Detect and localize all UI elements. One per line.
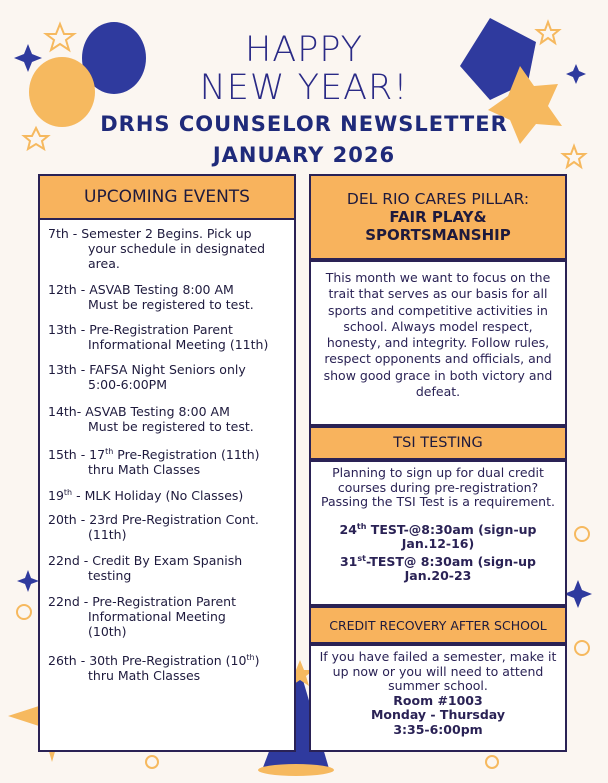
credit-recovery-heading: CREDIT RECOVERY AFTER SCHOOL xyxy=(309,606,567,644)
event-item: 22nd - Pre-Registration Parent Informational Meeting (10th) xyxy=(48,594,236,639)
tsi-text: Planning to sign up for dual credit courses during pre-registration? Passing the TSI Test is a requirement. xyxy=(321,465,555,509)
headline-happy: HAPPY xyxy=(244,30,364,70)
credit-recovery-time: 3:35-6:00pm xyxy=(393,721,483,737)
pillar-heading xyxy=(309,174,567,260)
event-item: 19th - MLK Holiday (No Classes) xyxy=(48,488,244,504)
event-item: 14th- ASVAB Testing 8:00 AM Must be registered to test. xyxy=(48,404,254,434)
event-item: 15th - 17th Pre-Registration (11th) thru Math Classes xyxy=(48,447,260,478)
circle-icon xyxy=(486,756,498,768)
sparkle-icon xyxy=(17,570,39,592)
credit-recovery-room: Room #1003 xyxy=(393,692,483,708)
credit-recovery-days: Monday - Thursday xyxy=(370,707,506,722)
event-item: 13th - FAFSA Night Seniors only 5:00-6:00PM xyxy=(48,362,246,392)
pillar-body: This month we want to focus on the trait that serves as our basis for all sports and competitive activities in school. Always model respect, honesty, and integrity. Follow rules, respect opponents and officials, and show good grace in both victory and defeat. xyxy=(309,260,567,426)
newsletter-date: JANUARY 2026 xyxy=(212,143,396,167)
pillar-title: DEL RIO CARES PILLAR: xyxy=(346,190,530,208)
tsi-date-2: 31st-TEST@ 8:30am (sign-up Jan.20-23 xyxy=(339,553,537,584)
event-item: 20th - 23rd Pre-Registration Cont. (11th) xyxy=(48,512,259,542)
tsi-body xyxy=(309,460,567,606)
headline-new-year: NEW YEAR! xyxy=(199,68,409,108)
circle-icon xyxy=(17,605,31,619)
event-item: 13th - Pre-Registration Parent Informational Meeting (11th) xyxy=(48,322,269,352)
circle-icon xyxy=(575,527,589,541)
pillar-subtitle-2: SPORTSMANSHIP xyxy=(365,226,511,244)
event-item: 7th - Semester 2 Begins. Pick up your schedule in designated area. xyxy=(48,226,266,271)
credit-recovery-text: If you have failed a semester, make it up now or you will need to attend summer school. xyxy=(319,649,557,693)
credit-recovery-body xyxy=(309,644,567,752)
event-item: 22nd - Credit By Exam Spanish testing xyxy=(48,553,243,583)
event-item: 12th - ASVAB Testing 8:00 AM Must be registered to test. xyxy=(48,282,254,312)
circle-icon xyxy=(575,641,589,655)
tsi-date-1: 24th TEST-@8:30am (sign-up Jan.12-16) xyxy=(339,521,537,552)
tsi-heading: TSI TESTING xyxy=(309,426,567,460)
circle-icon xyxy=(146,756,158,768)
event-item: 26th - 30th Pre-Registration (10th) thru Math Classes xyxy=(48,653,260,684)
newsletter-title: DRHS COUNSELOR NEWSLETTER xyxy=(100,112,508,136)
events-heading: UPCOMING EVENTS xyxy=(38,174,296,220)
sparkle-icon xyxy=(564,580,592,608)
pillar-subtitle-1: FAIR PLAY& xyxy=(389,208,487,226)
